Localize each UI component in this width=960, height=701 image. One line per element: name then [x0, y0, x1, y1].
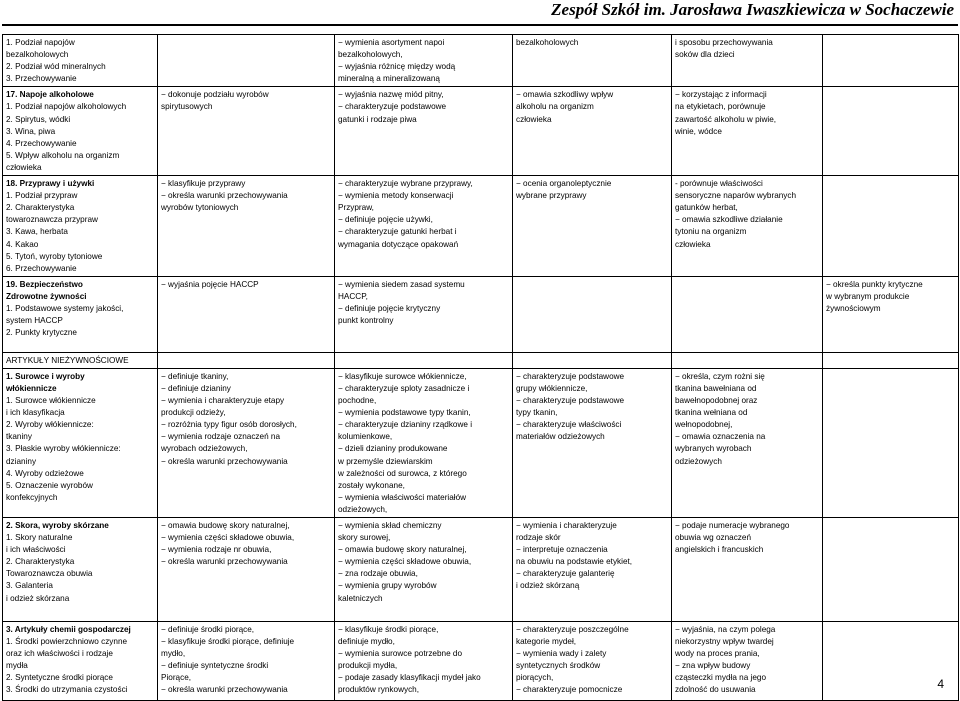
cell-line: Towaroznawcza obuwia: [6, 569, 93, 579]
cell-line: − wymienia części składowe obuwia,: [161, 533, 295, 543]
cell-line: − określa, czym rożni się: [675, 371, 765, 381]
cell-line: 3. Kawa, herbata: [6, 227, 68, 237]
table-cell: [335, 622, 513, 701]
cell-line: 5. Oznaczenie wyrobów: [6, 480, 93, 490]
cell-line: − definiuje dzianiny: [161, 383, 231, 393]
table-cell: [513, 176, 672, 277]
cell-line: − charakteryzuje wybrane przyprawy,: [338, 179, 473, 189]
cell-line: − klasyfikuje środki piorące, definiuje: [161, 637, 295, 647]
table-cell: [335, 368, 513, 517]
cell-line: − charakteryzuje pomocnicze: [516, 685, 623, 695]
cell-line: − dokonuje podziału wyrobów: [161, 90, 269, 100]
cell-line: alkoholu na organizm: [516, 102, 594, 112]
cell-line: bezalkoholowych: [516, 38, 579, 47]
cell-line: wełnopodobnej,: [675, 420, 733, 430]
table-cell: [3, 35, 158, 87]
cell-line: − określa punkty krytyczne: [826, 279, 923, 289]
cell-line: − charakteryzuje podstawowe: [516, 396, 625, 406]
cell-line: − wyjaśnia pojęcie HACCP: [161, 279, 259, 289]
table-cell: [3, 518, 158, 622]
cell-line: HACCP,: [338, 291, 368, 301]
table-cell: [823, 368, 959, 517]
cell-line: 1. Podział napojów: [6, 38, 75, 47]
cell-line: − korzystając z informacji: [675, 90, 767, 100]
table-cell: [335, 352, 513, 368]
cell-line: mydła: [6, 661, 28, 671]
cell-line: sensoryczne naparów wybranych: [675, 191, 797, 201]
cell-line: wody na proces prania,: [675, 649, 760, 659]
table-cell: [513, 87, 672, 176]
cell-line: 4. Kakao: [6, 239, 39, 249]
table-cell: [672, 622, 823, 701]
table-cell: [823, 352, 959, 368]
cell-line: angielskich i francuskich: [675, 545, 764, 555]
cell-line: i odzież skórzaną: [516, 581, 580, 591]
table-cell: [3, 368, 158, 517]
cell-line: skory surowej,: [338, 533, 391, 543]
cell-line: − definiuje pojęcie używki,: [338, 215, 433, 225]
cell-line: i odzież skórzana: [6, 593, 70, 603]
cell-line: odzieżowych: [675, 456, 722, 466]
cell-line: 18. Przyprawy i używki: [6, 179, 95, 189]
cell-line: − charakteryzuje podstawowe: [338, 102, 447, 112]
table-cell: [513, 518, 672, 622]
cell-line: żywnościowym: [826, 303, 881, 313]
cell-line: Piorące,: [161, 673, 192, 683]
cell-line: − rozróżnia typy figur osób dorosłych,: [161, 420, 297, 430]
cell-line: w przemyśle dziewiarskim: [338, 456, 433, 466]
table-row: [3, 352, 959, 368]
header-rule: [2, 24, 958, 26]
cell-line: 17. Napoje alkoholowe: [6, 90, 94, 100]
cell-line: − wymienia metody konserwacji: [338, 191, 454, 201]
table-cell: [335, 176, 513, 277]
table-cell: [513, 622, 672, 701]
table-row: [3, 622, 959, 701]
table-cell: [672, 87, 823, 176]
table-cell: [3, 622, 158, 701]
cell-line: − charakteryzuje właściwości: [516, 420, 622, 430]
cell-line: − wymienia rodzaje nr obuwia,: [161, 545, 272, 555]
cell-line: − klasyfikuje przyprawy: [161, 179, 246, 189]
cell-line: Przypraw,: [338, 203, 374, 213]
cell-line: bawełnopodobnej oraz: [675, 396, 758, 406]
cell-line: 2. Syntetyczne środki piorące: [6, 673, 113, 683]
table-cell: [3, 87, 158, 176]
cell-line: − definiuje tkaniny,: [161, 371, 229, 381]
cell-line: − wymienia części składowe obuwia,: [338, 557, 472, 567]
cell-line: zdolność do usuwania: [675, 685, 756, 695]
cell-line: ARTYKUŁY NIEŻYWNOŚCIOWE: [6, 355, 129, 365]
cell-line: konfekcyjnych: [6, 492, 58, 502]
cell-line: − podaje zasady klasyfikacji mydeł jako: [338, 673, 481, 683]
cell-line: − wyjaśnia różnicę między wodą: [338, 62, 456, 72]
cell-line: 3. Płaskie wyroby włókiennicze:: [6, 444, 121, 454]
cell-line: 2. Charakterystyka: [6, 557, 75, 567]
cell-line: − wymienia skład chemiczny: [338, 521, 442, 530]
cell-line: tkanina bawełniana od: [675, 383, 757, 393]
cell-line: − omawia oznaczenia na: [675, 432, 766, 442]
cell-line: − wymienia podstawowe typy tkanin,: [338, 408, 471, 418]
cell-line: mineralną a mineralizowaną: [338, 74, 440, 84]
cell-line: gatunków herbat,: [675, 203, 738, 213]
cell-line: 2. Spirytus, wódki: [6, 114, 71, 124]
table-cell: [823, 176, 959, 277]
cell-line: bezalkoholowych,: [338, 50, 403, 60]
cell-line: 3. Przechowywanie: [6, 74, 77, 84]
cell-line: 2. Podział wód mineralnych: [6, 62, 106, 72]
cell-line: 5. Tytoń, wyroby tytoniowe: [6, 251, 103, 261]
cell-line: 5. Wpływ alkoholu na organizm: [6, 150, 120, 160]
cell-line: wymagania dotyczące opakowań: [338, 239, 459, 249]
cell-line: oraz ich właściwości i rodzaje: [6, 649, 113, 659]
cell-line: 1. Surowce i wyroby: [6, 371, 85, 381]
cell-line: wybranych wyrobach: [675, 444, 752, 454]
table-cell: [335, 35, 513, 87]
table-cell: [335, 87, 513, 176]
cell-line: na etykietach, porównuje: [675, 102, 766, 112]
cell-line: − zna wpływ budowy: [675, 661, 751, 671]
cell-line: − omawia szkodliwy wpływ: [516, 90, 614, 100]
table-cell: [3, 352, 158, 368]
cell-line: 3. Wina, piwa: [6, 126, 56, 136]
cell-line: − wyjaśnia, na czym polega: [675, 625, 776, 634]
cell-line: punkt kontrolny: [338, 316, 394, 326]
cell-line: rodzaje skór: [516, 533, 561, 543]
cell-line: − wymienia asortyment napoi: [338, 38, 445, 47]
cell-line: − charakteryzuje poszczególne: [516, 625, 629, 634]
cell-line: i ich klasyfikacja: [6, 408, 65, 418]
cell-line: − charakteryzuje sploty zasadnicze i: [338, 383, 470, 393]
school-name-header: Zespół Szkół im. Jarosława Iwaszkiewicza w Sochaczewie: [551, 0, 954, 19]
cell-line: − definiuje pojęcie krytyczny: [338, 303, 441, 313]
cell-line: winie, wódce: [675, 126, 722, 136]
cell-line: 2. Charakterystyka: [6, 203, 75, 213]
table-cell: [158, 368, 335, 517]
cell-line: − zna rodzaje obuwia,: [338, 569, 418, 579]
table-row: [3, 276, 959, 352]
table-cell: [3, 176, 158, 277]
curriculum-table: [2, 34, 959, 701]
table-cell: [672, 518, 823, 622]
cell-line: soków dla dzieci: [675, 50, 735, 60]
cell-line: kolumienkowe,: [338, 432, 393, 442]
cell-line: 6. Przechowywanie: [6, 263, 77, 273]
cell-line: syntetycznych środków: [516, 661, 601, 671]
cell-line: pochodne,: [338, 396, 377, 406]
cell-line: − interpretuje oznaczenia: [516, 545, 608, 555]
cell-line: zostały wykonane,: [338, 480, 405, 490]
table-cell: [513, 368, 672, 517]
table-cell: [3, 276, 158, 352]
cell-line: człowieka: [6, 162, 42, 172]
cell-line: kaletniczych: [338, 593, 383, 603]
cell-line: 1. Podział przypraw: [6, 191, 78, 201]
table-row: [3, 87, 959, 176]
table-cell: [158, 87, 335, 176]
cell-line: 19. Bezpieczeństwo: [6, 279, 83, 289]
cell-line: − definiuje syntetyczne środki: [161, 661, 269, 671]
cell-line: − charakteryzuje gatunki herbat i: [338, 227, 457, 237]
cell-line: wyrobów tytoniowych: [161, 203, 239, 213]
table-cell: [672, 176, 823, 277]
cell-line: tkaniny: [6, 432, 32, 442]
cell-line: produktów rynkowych,: [338, 685, 419, 695]
cell-line: towaroznawcza przypraw: [6, 215, 98, 225]
cell-line: produkcji mydła,: [338, 661, 398, 671]
table-cell: [823, 87, 959, 176]
cell-line: - porównuje właściwości: [675, 179, 763, 189]
cell-line: obuwia wg oznaczeń: [675, 533, 752, 543]
cell-line: 4. Przechowywanie: [6, 138, 77, 148]
cell-line: 2. Wyroby włókiennicze:: [6, 420, 94, 430]
cell-line: − określa warunki przechowywania: [161, 685, 288, 695]
cell-line: − ocenia organoleptycznie: [516, 179, 612, 189]
cell-line: − wymienia surowce potrzebne do: [338, 649, 463, 659]
cell-line: 1. Podział napojów alkoholowych: [6, 102, 127, 112]
table-cell: [823, 518, 959, 622]
cell-line: tytoniu na organizm: [675, 227, 747, 237]
cell-line: tkanina wełniana od: [675, 408, 748, 418]
cell-line: − omawia budowę skory naturalnej,: [338, 545, 467, 555]
cell-line: system HACCP: [6, 316, 63, 326]
cell-line: wyrobach odzieżowych,: [161, 444, 248, 454]
cell-line: − określa warunki przechowywania: [161, 557, 288, 567]
cell-line: − wymienia właściwości materiałów: [338, 492, 467, 502]
cell-line: cząsteczki mydła na jego: [675, 673, 767, 683]
cell-line: człowieka: [516, 114, 552, 124]
table-row: [3, 518, 959, 622]
table-cell: [158, 518, 335, 622]
cell-line: − omawia budowę skory naturalnej,: [161, 521, 290, 530]
cell-line: − charakteryzuje dzianiny rządkowe i: [338, 420, 473, 430]
cell-line: 1. Skory naturalne: [6, 533, 73, 543]
table-cell: [158, 622, 335, 701]
cell-line: człowieka: [675, 239, 711, 249]
cell-line: 4. Wyroby odzieżowe: [6, 468, 84, 478]
table-cell: [335, 276, 513, 352]
table-cell: [335, 518, 513, 622]
table-cell: [672, 368, 823, 517]
cell-line: włókiennicze: [6, 383, 57, 393]
table-cell: [513, 276, 672, 352]
cell-line: bezalkoholowych: [6, 50, 69, 60]
cell-line: piorących,: [516, 673, 554, 683]
cell-line: − określa warunki przechowywania: [161, 456, 288, 466]
cell-line: w zależności od surowca, z którego: [338, 468, 467, 478]
cell-line: − podaje numeracje wybranego: [675, 521, 790, 530]
cell-line: na obuwiu na podstawie etykiet,: [516, 557, 633, 567]
cell-line: − definiuje środki piorące,: [161, 625, 255, 634]
cell-line: − wymienia wady i zalety: [516, 649, 607, 659]
table-cell: [672, 35, 823, 87]
table-cell: [823, 35, 959, 87]
table-cell: [513, 352, 672, 368]
cell-line: − klasyfikuje surowce włókiennicze,: [338, 371, 467, 381]
cell-line: zawartość alkoholu w piwie,: [675, 114, 777, 124]
table-cell: [513, 35, 672, 87]
cell-line: − wymienia rodzaje oznaczeń na: [161, 432, 281, 442]
cell-line: − klasyfikuje środki piorące,: [338, 625, 439, 634]
table-cell: [158, 176, 335, 277]
cell-line: − omawia szkodliwe działanie: [675, 215, 783, 225]
cell-line: − dzieli dzianiny produkowane: [338, 444, 448, 454]
table-cell: [158, 352, 335, 368]
cell-line: w wybranym produkcie: [826, 291, 910, 301]
cell-line: 1. Surowce włókiennicze: [6, 396, 96, 406]
page-number: 4: [937, 677, 944, 691]
cell-line: kategorie mydeł,: [516, 637, 577, 647]
cell-line: − wymienia grupy wyrobów: [338, 581, 437, 591]
cell-line: 3. Artykuły chemii gospodarczej: [6, 625, 131, 634]
table-row: [3, 35, 959, 87]
cell-line: 1. Podstawowe systemy jakości,: [6, 303, 124, 313]
cell-line: wybrane przyprawy: [516, 191, 587, 201]
cell-line: 3. Środki do utrzymania czystości: [6, 685, 128, 695]
cell-line: niekorzystny wpływ twardej: [675, 637, 774, 647]
table-cell: [158, 276, 335, 352]
cell-line: − określa warunki przechowywania: [161, 191, 288, 201]
table-cell: [672, 276, 823, 352]
cell-line: 2. Punkty krytyczne: [6, 328, 77, 338]
cell-line: Zdrowotne żywności: [6, 291, 87, 301]
cell-line: − charakteryzuje galanterię: [516, 569, 615, 579]
cell-line: typy tkanin,: [516, 408, 558, 418]
cell-line: i ich właściwości: [6, 545, 66, 555]
cell-line: mydło,: [161, 649, 186, 659]
cell-line: 1. Środki powierzchniowo czynne: [6, 637, 128, 647]
table-cell: [823, 276, 959, 352]
cell-line: grupy włókiennicze,: [516, 383, 588, 393]
cell-line: odzieżowych,: [338, 504, 388, 514]
cell-line: − wyjaśnia nazwę miód pitny,: [338, 90, 444, 100]
cell-line: dzianiny: [6, 456, 37, 466]
cell-line: materiałów odzieżowych: [516, 432, 605, 442]
cell-line: definiuje mydło,: [338, 637, 395, 647]
cell-line: − wymienia i charakteryzuje: [516, 521, 617, 530]
cell-line: − charakteryzuje podstawowe: [516, 371, 625, 381]
cell-line: − wymienia siedem zasad systemu: [338, 279, 465, 289]
cell-line: 3. Galanteria: [6, 581, 53, 591]
cell-line: spirytusowych: [161, 102, 213, 112]
cell-line: i sposobu przechowywania: [675, 38, 773, 47]
table-cell: [672, 352, 823, 368]
cell-line: − wymienia i charakteryzuje etapy: [161, 396, 285, 406]
table-row: [3, 368, 959, 517]
cell-line: produkcji odzieży,: [161, 408, 226, 418]
table-cell: [158, 35, 335, 87]
cell-line: 2. Skora, wyroby skórzane: [6, 521, 109, 530]
cell-line: gatunki i rodzaje piwa: [338, 114, 417, 124]
table-row: [3, 176, 959, 277]
